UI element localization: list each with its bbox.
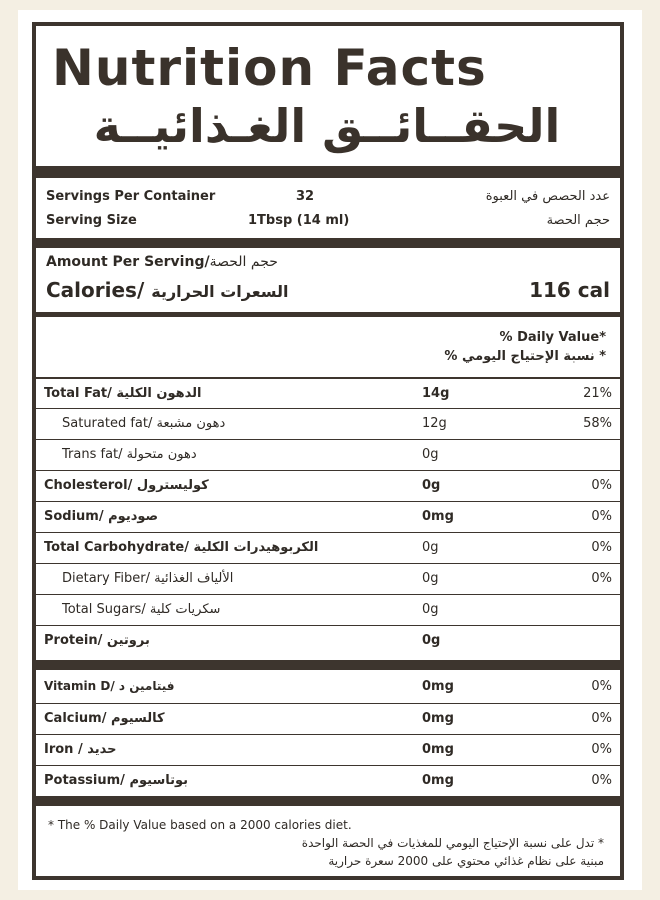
vitamin-name: Calcium/ كالسيوم: [44, 711, 165, 726]
divider-bar: [36, 166, 620, 178]
footnote-english: * The % Daily Value based on a 2000 calories diet.: [48, 818, 352, 832]
nutrient-row-saturated-fat: [36, 408, 620, 440]
nutrient-amount: 0g: [422, 478, 441, 493]
vitamin-amount: 0mg: [422, 679, 454, 694]
nutrient-daily-value: 0%: [591, 509, 612, 524]
nutrition-label-card: [18, 10, 642, 890]
calories-label-ar: السعرات الحرارية: [151, 282, 289, 301]
footnote-arabic-line2: مبنية على نظام غذائي محتوي على 2000 سعرة حرارية: [328, 854, 604, 868]
nutrient-amount: 0g: [422, 540, 439, 555]
nutrient-amount: 0mg: [422, 509, 454, 524]
nutrition-facts-panel: [32, 22, 624, 880]
vitamin-name: Potassium/ بوتاسيوم: [44, 773, 189, 788]
servings-per-container-label: Servings Per Container: [46, 189, 216, 204]
nutrient-row-total-fat: [36, 377, 620, 410]
nutrient-daily-value: 58%: [583, 416, 612, 431]
nutrient-daily-value: 0%: [591, 571, 612, 586]
nutrient-name: Saturated fat/ دهون مشبعة: [62, 416, 226, 431]
vitamin-amount: 0mg: [422, 711, 454, 726]
title-english: Nutrition Facts: [52, 39, 487, 97]
nutrient-name: Cholesterol/ كوليسترول: [44, 478, 209, 493]
vitamin-daily-value: 0%: [591, 773, 612, 788]
vitamin-name: Vitamin D/ فيتامين د: [44, 679, 175, 693]
nutrient-row-sodium: [36, 501, 620, 533]
footnote-arabic-line1: * تدل على نسبة الإحتياج اليومي للمغذيات في الحصة الواحدة: [301, 836, 604, 850]
nutrient-name: Total Fat/ الدهون الكلية: [44, 386, 202, 401]
vitamin-row-potassium: [36, 765, 620, 797]
nutrient-daily-value: 0%: [591, 478, 612, 493]
daily-value-header-en: % Daily Value*: [499, 330, 606, 345]
nutrient-name: Trans fat/ دهون متحولة: [62, 447, 197, 462]
nutrient-name: Protein/ بروتين: [44, 633, 150, 648]
nutrient-amount: 0g: [422, 447, 439, 462]
nutrient-amount: 12g: [422, 416, 447, 431]
amount-per-serving-en: Amount Per Serving/: [46, 254, 210, 270]
vitamin-daily-value: 0%: [591, 679, 612, 694]
vitamin-row-calcium: [36, 703, 620, 735]
nutrient-name: Total Sugars/ سكريات كلية: [62, 602, 221, 617]
divider-bar: [36, 796, 620, 806]
title-arabic: الحقــائــق الغـذائيــة: [93, 99, 561, 153]
vitamin-name: Iron / حديد: [44, 742, 117, 757]
nutrient-amount: 0g: [422, 602, 439, 617]
serving-size-arabic: حجم الحصة: [546, 213, 610, 228]
daily-value-header-ar: * نسبة الإحتياج اليومي %: [444, 349, 606, 364]
nutrient-row-dietary-fiber: [36, 563, 620, 595]
vitamin-row-iron: [36, 734, 620, 766]
vitamin-amount: 0mg: [422, 742, 454, 757]
calories-label-en: Calories/: [46, 278, 145, 302]
nutrient-amount: 14g: [422, 386, 450, 401]
divider-bar: [36, 660, 620, 670]
vitamin-amount: 0mg: [422, 773, 454, 788]
nutrient-row-trans-fat: [36, 439, 620, 471]
nutrient-daily-value: 0%: [591, 540, 612, 555]
nutrient-daily-value: 21%: [583, 386, 612, 401]
nutrient-amount: 0g: [422, 571, 439, 586]
vitamin-row-vitamin-d: [36, 672, 620, 703]
divider-bar: [36, 312, 620, 317]
nutrient-row-total-sugars: [36, 594, 620, 626]
vitamin-daily-value: 0%: [591, 711, 612, 726]
amount-per-serving-label: [46, 254, 278, 270]
calories-value: 116 cal: [529, 278, 610, 302]
serving-size-label: Serving Size: [46, 213, 137, 228]
nutrient-row-total-carbohydrate: [36, 532, 620, 564]
servings-per-container-value: 32: [296, 189, 315, 204]
serving-size-value: 1Tbsp (14 ml): [248, 213, 350, 228]
nutrient-name: Dietary Fiber/ الألياف الغذائية: [62, 571, 234, 586]
vitamin-daily-value: 0%: [591, 742, 612, 757]
nutrient-amount: 0g: [422, 633, 441, 648]
nutrient-name: Sodium/ صوديوم: [44, 509, 159, 524]
nutrient-row-cholesterol: [36, 470, 620, 502]
nutrient-row-protein: [36, 625, 620, 657]
servings-per-container-arabic: عدد الحصص في العبوة: [485, 189, 610, 204]
nutrient-name: Total Carbohydrate/ الكربوهيدرات الكلية: [44, 540, 319, 555]
calories-label: [46, 278, 289, 302]
amount-per-serving-ar: حجم الحصة: [209, 254, 278, 270]
divider-bar: [36, 238, 620, 248]
